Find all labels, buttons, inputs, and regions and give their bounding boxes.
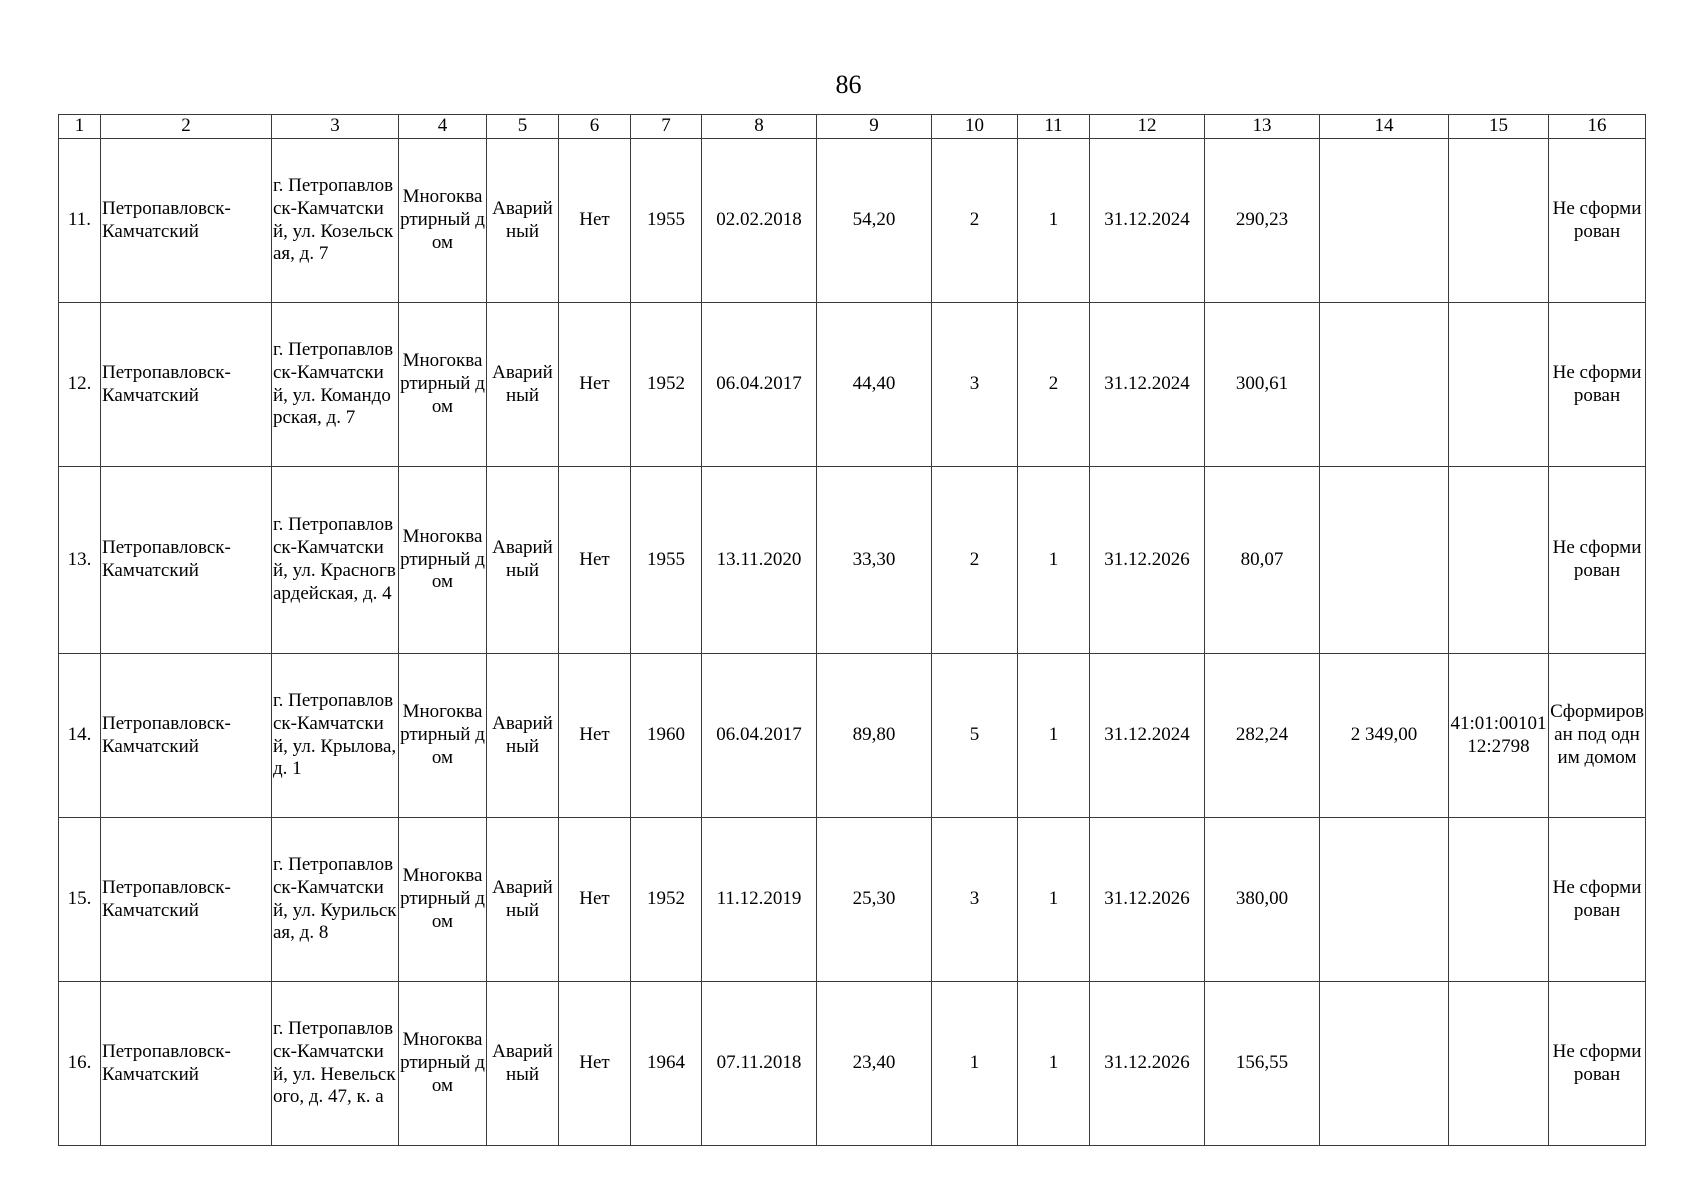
column-header: 15: [1449, 115, 1549, 139]
resettlement-deadline: 31.12.2024: [1090, 139, 1205, 303]
column-header: 9: [817, 115, 932, 139]
column-header: 1: [59, 115, 101, 139]
cadastral-number: [1449, 982, 1549, 1146]
recognition-date: 07.11.2018: [702, 982, 817, 1146]
resettlement-deadline: 31.12.2026: [1090, 818, 1205, 982]
table-row: [59, 139, 1646, 303]
table-row: [59, 303, 1646, 467]
column-11-value: 1: [1018, 467, 1090, 654]
column-6-value: Нет: [559, 982, 631, 1146]
table-body: [59, 139, 1646, 1146]
building-status: Аварийный: [487, 818, 559, 982]
building-type: Многоквартирный дом: [399, 818, 487, 982]
column-header: 13: [1205, 115, 1320, 139]
land-plot-status: Не сформирован: [1549, 982, 1646, 1146]
cadastral-number: 41:01:0010112:2798: [1449, 654, 1549, 818]
column-header: 10: [932, 115, 1018, 139]
building-type: Многоквартирный дом: [399, 982, 487, 1146]
land-plot-status: Не сформирован: [1549, 467, 1646, 654]
building-status: Аварийный: [487, 982, 559, 1146]
column-header: 6: [559, 115, 631, 139]
land-plot-status: Не сформирован: [1549, 303, 1646, 467]
resettlement-deadline: 31.12.2026: [1090, 467, 1205, 654]
area: 23,40: [817, 982, 932, 1146]
land-area: [1320, 982, 1449, 1146]
column-13-value: 380,00: [1205, 818, 1320, 982]
address: г. Петропавловск-Камчатский, ул. Красногвардейская, д. 4: [272, 467, 399, 654]
column-header: 14: [1320, 115, 1449, 139]
column-header: 8: [702, 115, 817, 139]
column-10-value: 1: [932, 982, 1018, 1146]
column-6-value: Нет: [559, 467, 631, 654]
land-area: 2 349,00: [1320, 654, 1449, 818]
table-row: [59, 654, 1646, 818]
column-header: 12: [1090, 115, 1205, 139]
recognition-date: 06.04.2017: [702, 654, 817, 818]
cadastral-number: [1449, 303, 1549, 467]
column-header: 5: [487, 115, 559, 139]
row-number: 16.: [59, 982, 101, 1146]
column-header: 11: [1018, 115, 1090, 139]
column-6-value: Нет: [559, 818, 631, 982]
recognition-date: 02.02.2018: [702, 139, 817, 303]
column-13-value: 290,23: [1205, 139, 1320, 303]
resettlement-deadline: 31.12.2026: [1090, 982, 1205, 1146]
column-10-value: 5: [932, 654, 1018, 818]
area: 33,30: [817, 467, 932, 654]
resettlement-deadline: 31.12.2024: [1090, 303, 1205, 467]
area: 54,20: [817, 139, 932, 303]
build-year: 1960: [631, 654, 702, 818]
table-header: [59, 115, 1646, 139]
land-plot-status: Сформирован под одним домом: [1549, 654, 1646, 818]
recognition-date: 11.12.2019: [702, 818, 817, 982]
address: г. Петропавловск-Камчатский, ул. Крылова, д. 1: [272, 654, 399, 818]
building-status: Аварийный: [487, 467, 559, 654]
build-year: 1955: [631, 139, 702, 303]
building-status: Аварийный: [487, 303, 559, 467]
land-plot-status: Не сформирован: [1549, 818, 1646, 982]
build-year: 1955: [631, 467, 702, 654]
municipality: Петропавловск-Камчатский: [101, 303, 272, 467]
building-status: Аварийный: [487, 654, 559, 818]
land-area: [1320, 467, 1449, 654]
column-10-value: 2: [932, 139, 1018, 303]
building-type: Многоквартирный дом: [399, 654, 487, 818]
building-type: Многоквартирный дом: [399, 139, 487, 303]
column-13-value: 156,55: [1205, 982, 1320, 1146]
column-10-value: 2: [932, 467, 1018, 654]
municipality: Петропавловск-Камчатский: [101, 654, 272, 818]
column-6-value: Нет: [559, 654, 631, 818]
land-plot-status: Не сформирован: [1549, 139, 1646, 303]
building-type: Многоквартирный дом: [399, 467, 487, 654]
municipality: Петропавловск-Камчатский: [101, 818, 272, 982]
municipality: Петропавловск-Камчатский: [101, 467, 272, 654]
column-11-value: 1: [1018, 982, 1090, 1146]
table-row: [59, 982, 1646, 1146]
column-13-value: 80,07: [1205, 467, 1320, 654]
cadastral-number: [1449, 139, 1549, 303]
area: 44,40: [817, 303, 932, 467]
column-header: 4: [399, 115, 487, 139]
address: г. Петропавловск-Камчатский, ул. Козельская, д. 7: [272, 139, 399, 303]
build-year: 1952: [631, 818, 702, 982]
row-number: 11.: [59, 139, 101, 303]
recognition-date: 13.11.2020: [702, 467, 817, 654]
column-11-value: 1: [1018, 818, 1090, 982]
land-area: [1320, 818, 1449, 982]
table-row: [59, 467, 1646, 654]
building-status: Аварийный: [487, 139, 559, 303]
column-13-value: 300,61: [1205, 303, 1320, 467]
column-11-value: 2: [1018, 303, 1090, 467]
column-header: 7: [631, 115, 702, 139]
municipality: Петропавловск-Камчатский: [101, 139, 272, 303]
column-header: 16: [1549, 115, 1646, 139]
column-13-value: 282,24: [1205, 654, 1320, 818]
housing-registry-table: [58, 114, 1646, 1146]
column-11-value: 1: [1018, 654, 1090, 818]
building-type: Многоквартирный дом: [399, 303, 487, 467]
column-10-value: 3: [932, 818, 1018, 982]
cadastral-number: [1449, 467, 1549, 654]
resettlement-deadline: 31.12.2024: [1090, 654, 1205, 818]
column-header: 2: [101, 115, 272, 139]
page-number: 86: [835, 70, 862, 99]
address: г. Петропавловск-Камчатский, ул. Невельского, д. 47, к. а: [272, 982, 399, 1146]
address: г. Петропавловск-Камчатский, ул. Курильская, д. 8: [272, 818, 399, 982]
address: г. Петропавловск-Камчатский, ул. Командорская, д. 7: [272, 303, 399, 467]
column-11-value: 1: [1018, 139, 1090, 303]
recognition-date: 06.04.2017: [702, 303, 817, 467]
row-number: 12.: [59, 303, 101, 467]
table-row: [59, 818, 1646, 982]
column-6-value: Нет: [559, 303, 631, 467]
area: 25,30: [817, 818, 932, 982]
column-10-value: 3: [932, 303, 1018, 467]
build-year: 1964: [631, 982, 702, 1146]
land-area: [1320, 303, 1449, 467]
row-number: 14.: [59, 654, 101, 818]
row-number: 15.: [59, 818, 101, 982]
land-area: [1320, 139, 1449, 303]
municipality: Петропавловск-Камчатский: [101, 982, 272, 1146]
area: 89,80: [817, 654, 932, 818]
build-year: 1952: [631, 303, 702, 467]
column-6-value: Нет: [559, 139, 631, 303]
row-number: 13.: [59, 467, 101, 654]
column-header: 3: [272, 115, 399, 139]
cadastral-number: [1449, 818, 1549, 982]
column-number-row: [59, 115, 1646, 139]
